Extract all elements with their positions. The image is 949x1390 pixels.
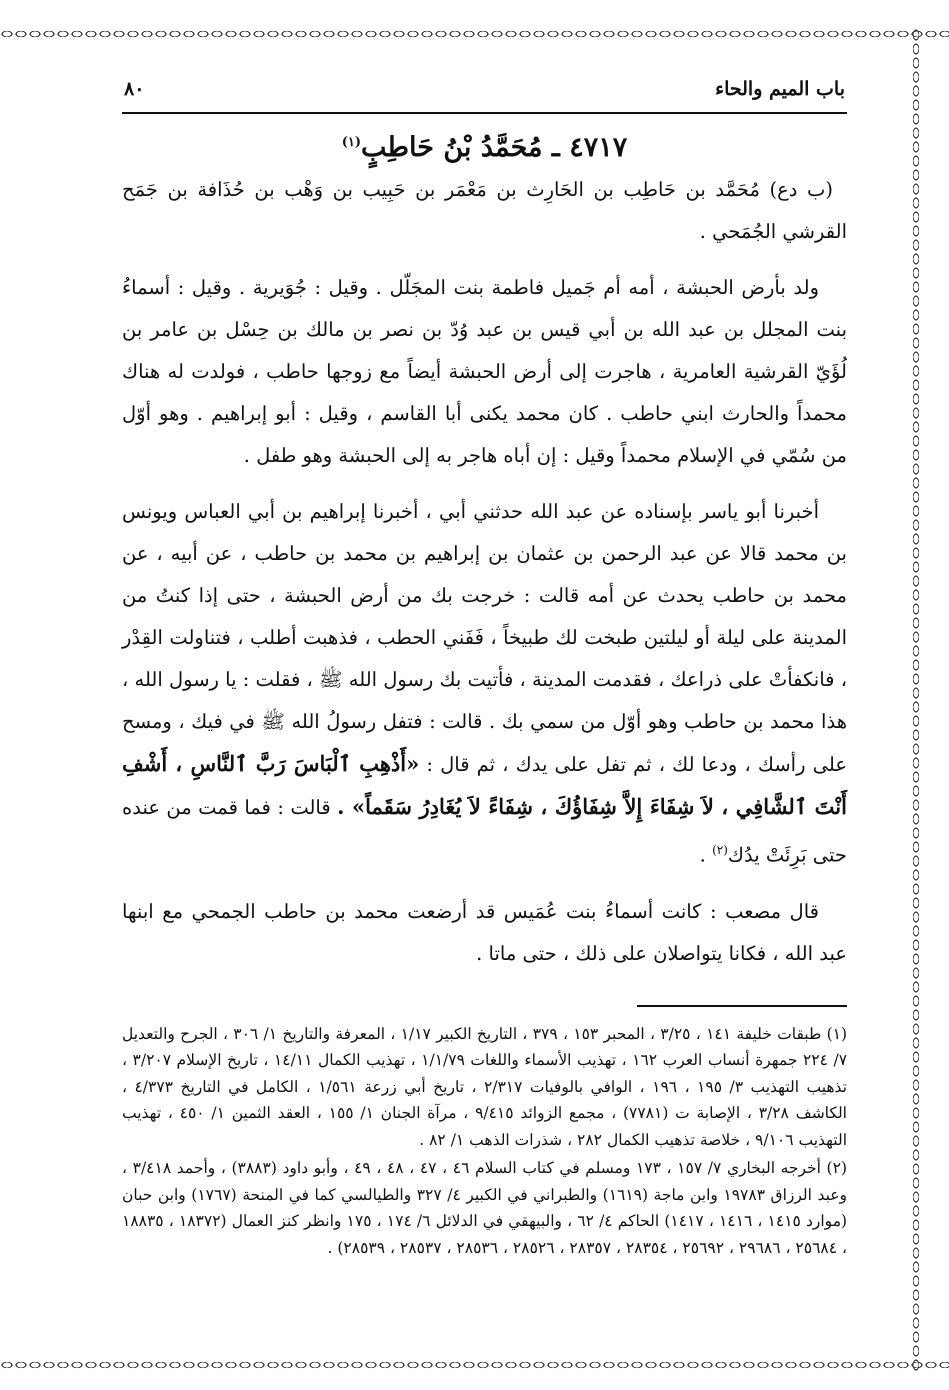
- paragraph-biography: ولد بأرض الحبشة ، أمه أم جَميل فاطمة بنت المجَلّل . وقيل : جُوَيرية . وقيل : أسماءُ بنت المجلل بن عبد الله بن أبي قيس بن عبد وُدّ بن نصر بن مالك بن حِسْل بن عامر بن لُؤَيّ القرشية العامرية ، هاجرت إلى أرض الحبشة أيضاً مع زوجها حاطب ، فولدت له هناك محمداً والحارث ابني حاطب . كان محمد يكنى أبا القاسم ، وقيل : أبو إبراهيم . وهو أوّل من سُمّي في الإسلام محمداً وقيل : إن أباه هاجر به إلى الحبشة وهو طفل .: [122, 276, 847, 467]
- entry-footnote-ref: (١): [341, 135, 362, 150]
- right-chain-border: [910, 28, 922, 1371]
- paragraph-narration: [122, 491, 847, 877]
- page-number: ٨٠: [124, 78, 145, 100]
- top-chain-border: [0, 28, 949, 40]
- footnote-1: (١) طبقات خليفة ١٤١ ، ٣/٢٥ ، المحبر ١٥٣ ، ٣٧٩ ، التاريخ الكبير ١/١٧ ، المعرفة والتاريخ ١/ ٣٠٦ ، الجرح والتعديل ٧/ ٢٢٤ جمهرة أنساب العرب ١٦٢ ، تهذيب الأسماء واللغات ١/١/٧٩ ، تهذيب الكمال ١٤/١١ ، تاريخ الإسلام ٣/٢٠٧ ، تذهيب التهذيب ٣/ ١٩٥ ، ١٩٦ ، الوافي بالوفيات ٢/٣١٧ ، تاريخ أبي زرعة ١/٥٦١ ، الكامل في التاريخ ٤/٣٧٣ ، الكاشف ٣/٢٨ ، الإصابة ت (٧٧٨١) ، مجمع الزوائد ٩/٤١٥ ، مرآة الجنان ١/ ١٥٥ ، العقد الثمين ١/ ٤٥٠ ، تهذيب التهذيب ٩/١٠٦ ، خلاصة تذهيب الكمال ٢٨٢ ، شذرات الذهب ١/ ٨٢ .: [122, 1024, 848, 1149]
- narration-footnote-ref: (٢): [712, 843, 728, 857]
- narration-period: .: [699, 843, 713, 867]
- paragraph-musab: قال مصعب : كانت أسماءُ بنت عُمَيس قد أرضعت محمد بن حاطب الجمحي مع ابنها عبد الله ، فكانا يتواصلان على ذلك ، حتى ماتا .: [122, 899, 847, 965]
- bottom-chain-border: [0, 1359, 949, 1371]
- book-page: [122, 78, 847, 1263]
- narration-ending: قالت : فما قمت من عنده حتى بَرِئَتْ يدُك: [122, 796, 847, 867]
- section-title: باب الميم والحاء: [715, 78, 845, 100]
- entry-title: [122, 132, 847, 163]
- running-header: [122, 78, 847, 114]
- hadith-text: «أَذْهِبِ ٱلْبَاسَ رَبَّ ٱلنَّاسِ ، أَشْفِ أَنْتَ ٱلشَّافِي ، لاَ شِفَاءَ إِلاَّ شِفَاؤُكَ ، شِفَاءً لاَ يُغَادِرُ سَقَماً» .: [122, 751, 847, 819]
- narration-text: أخبرنا أبو ياسر بإسناده عن عبد الله حدثني أبي ، أخبرنا إبراهيم بن أبي العباس ويونس بن محمد قالا عن عبد الرحمن بن عثمان بن إبراهيم بن محمد بن حاطب ، عن أبيه ، عن محمد بن حاطب يحدث عن أمه قالت : خرجت بك من أرض الحبشة ، حتى إذا كنتُ من المدينة على ليلة أو ليلتين طبخت لك طبيخاً ، فَفَني الحطب ، فذهبت أطلب ، فتناولت القِدْر ، فانكفأتْ على ذراعك ، فقدمت المدينة ، فأتيت بك رسول الله ﷺ ، فقلت : يا رسول الله ، هذا محمد بن حاطب وهو أوّل من سمي بك . قالت : فتفل رسولُ الله ﷺ في فيك ، ومسح على رأسك ، ودعا لك ، ثم تفل على يدك ، ثم قال :: [122, 500, 847, 776]
- entry-title-text: ٤٧١٧ ـ مُحَمَّدُ بْنُ حَاطِبٍ: [361, 132, 628, 163]
- paragraph-lineage: (ب دع) مُحَمَّد بن حَاطِب بن الحَارِث بن مَعْمَر بن حَبِيب بن وَهْب بن حُذَافة بن جَمَح القرشي الجُمَحي .: [122, 178, 847, 243]
- footnote-2: (٢) أخرجه البخاري ٧/ ١٥٧ ، ١٧٣ ومسلم في كتاب السلام ٤٦ ، ٤٧ ، ٤٨ ، ٤٩ ، وأبو داود (٣٨٨٣) ، وأحمد ٣/٤١٨ ، وعبد الرزاق ١٩٧٨٣ وابن ماجة (١٦١٩) والطبراني في الكبير ٤/ ٣٢٧ والطيالسي كما في المنحة (١٧٦٧) وابن حبان (موارد ١٤١٥ ، ١٤١٦ ، ١٤١٧) الحاكم ٤/ ٦٢ ، والبيهقي في الدلائل ٦/ ١٧٤ ، ١٧٥ وانظر كنز العمال (١٨٣٧٢ ، ١٨٨٣٥ ، ٢٥٦٨٤ ، ٢٩٦٨٦ ، ٢٥٦٩٢ ، ٢٨٣٥٤ ، ٢٨٣٥٧ ، ٢٨٥٢٦ ، ٢٨٥٣٦ ، ٢٨٥٣٧ ، ٢٨٥٣٩) .: [122, 1159, 848, 1257]
- footnote-separator: [637, 1005, 847, 1007]
